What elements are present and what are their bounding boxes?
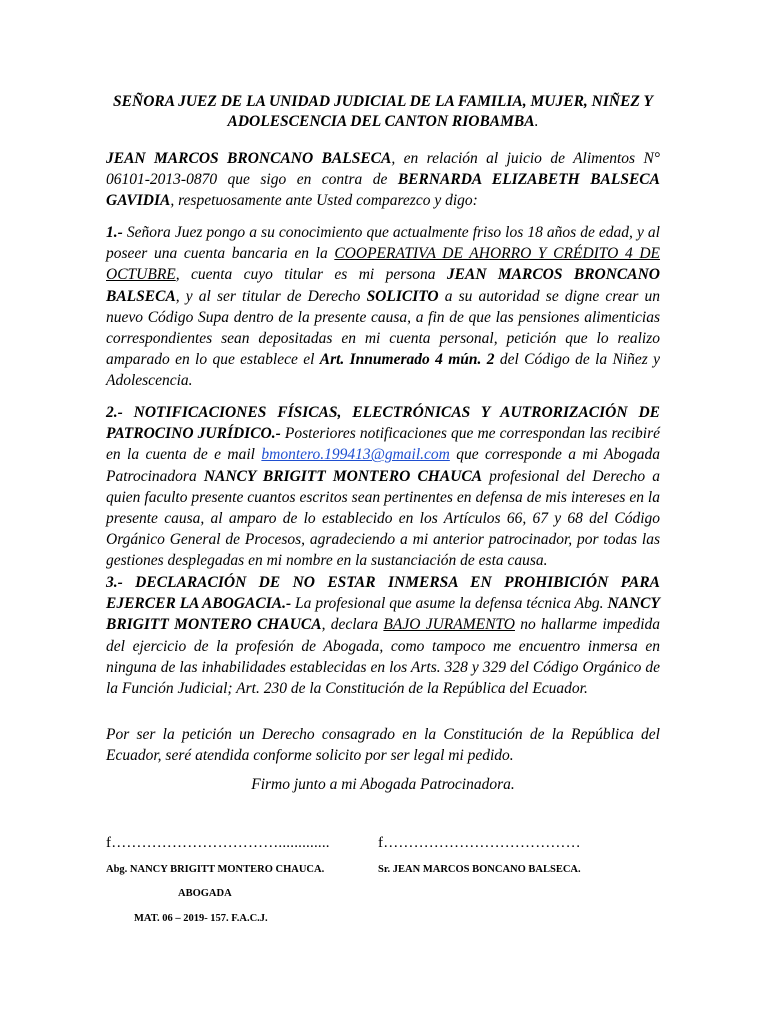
petitioner-signature-name: Sr. JEAN MARCOS BONCANO BALSECA.: [378, 864, 581, 875]
petitioner-name: JEAN MARCOS BRONCANO BALSECA: [106, 150, 392, 167]
paragraph-3: 3.- DECLARACIÓN DE NO ESTAR INMERSA EN PROHIBICIÓN PARA EJERCER LA ABOGACIA.- La profesional que asume la defensa técnica Abg. NANCY BRIGITT MONTERO CHAUCA, declara BAJO JURAMENTO no hallarme impedida del ejercicio de la profesión de Abogada, como tampoco me encuentro inmersa en ninguna de las inhabilidades establecidas en los Arts. 328 y 329 del Código Orgánico de la Función Judicial; Art. 230 de la Constitución de la República del Ecuador.: [106, 574, 661, 698]
bank-name: COOPERATIVA DE AHORRO Y CRÉDITO 4 DE OCTUBRE: [106, 245, 661, 284]
paragraph-2: 2.- NOTIFICACIONES FÍSICAS, ELECTRÓNICAS Y AUTRORIZACIÓN DE PATROCINO JURÍDICO.- Posteriores notificaciones que me correspondan las recibiré en la cuenta de e mail bmontero.199413@gmail.com que corresponde a mi Abogada Patrocinadora NANCY BRIGITT MONTERO CHAUCA profesional del Derecho a quien faculto presente cuantos escritos sean pertinentes en defensa de mis intereses en la presente causa, al amparo de lo establecido en los Artículos 66, 67 y 68 del Código Orgánico General de Procesos, agradeciendo a mi anterior patrocinador, por todas las gestiones desplegadas en mi nombre en la sustanciación de esta causa.: [106, 404, 660, 570]
lawyer-role: ABOGADA: [178, 888, 232, 899]
signature-line-right: f…………………………………: [378, 835, 581, 851]
section-3-heading: 3.- DECLARACIÓN DE NO ESTAR INMERSA EN PROHIBICIÓN PARA EJERCER LA ABOGACIA.-: [106, 574, 660, 613]
signature-line-left: f…………………………….............: [106, 835, 330, 851]
paragraph-1: 1.- Señora Juez pongo a su conocimiento que actualmente friso los 18 años de edad, y al poseer una cuenta bancaria en la COOPERATIVA DE AHORRO Y CRÉDITO 4 DE OCTUBRE, cuenta cuyo titular es mi persona JEAN MARCOS BRONCANO BALSECA, y al ser titular de Derecho SOLICITO a su autoridad se digne crear un nuevo Código Supa dentro de la presente causa, a fin de que las pensiones alimenticias correspondientes sean depositadas en mi cuenta personal, petición que lo realizo amparado en lo que establece el Art. Innumerado 4 mún. 2 del Código de la Niñez y Adolescencia.: [106, 224, 661, 390]
closing-line: Firmo junto a mi Abogada Patrocinadora.: [251, 776, 515, 793]
defendant-name: BERNARDA ELIZABETH BALSECA GAVIDIA: [106, 171, 660, 210]
lawyer-registration: MAT. 06 – 2019- 157. F.A.C.J.: [134, 913, 268, 924]
lawyer-signature-name: Abg. NANCY BRIGITT MONTERO CHAUCA.: [106, 864, 325, 875]
section-2-heading: 2.- NOTIFICACIONES FÍSICAS, ELECTRÓNICAS Y AUTRORIZACIÓN DE PATROCINO JURÍDICO.-: [106, 404, 660, 443]
paragraph-4: Por ser la petición un Derecho consagrado en la Constitución de la República del Ecuador, seré atendida conforme solicito por ser legal mi pedido.: [106, 726, 660, 765]
title-line-2: ADOLESCENCIA DEL CANTON RIOBAMBA.: [227, 113, 539, 130]
title-line-1: SEÑORA JUEZ DE LA UNIDAD JUDICIAL DE LA FAMILIA, MUJER, NIÑEZ Y: [113, 93, 653, 110]
oath-text: BAJO JURAMENTO: [383, 616, 515, 634]
intro-paragraph: JEAN MARCOS BRONCANO BALSECA, en relación al juicio de Alimentos N° 06101-2013-0870 que sigo en contra de BERNARDA ELIZABETH BALSECA GAVIDIA, respetuosamente ante Usted comparezco y digo:: [106, 150, 660, 210]
document-title: [100, 92, 666, 132]
email-link[interactable]: bmontero.199413@gmail.com: [261, 446, 450, 464]
